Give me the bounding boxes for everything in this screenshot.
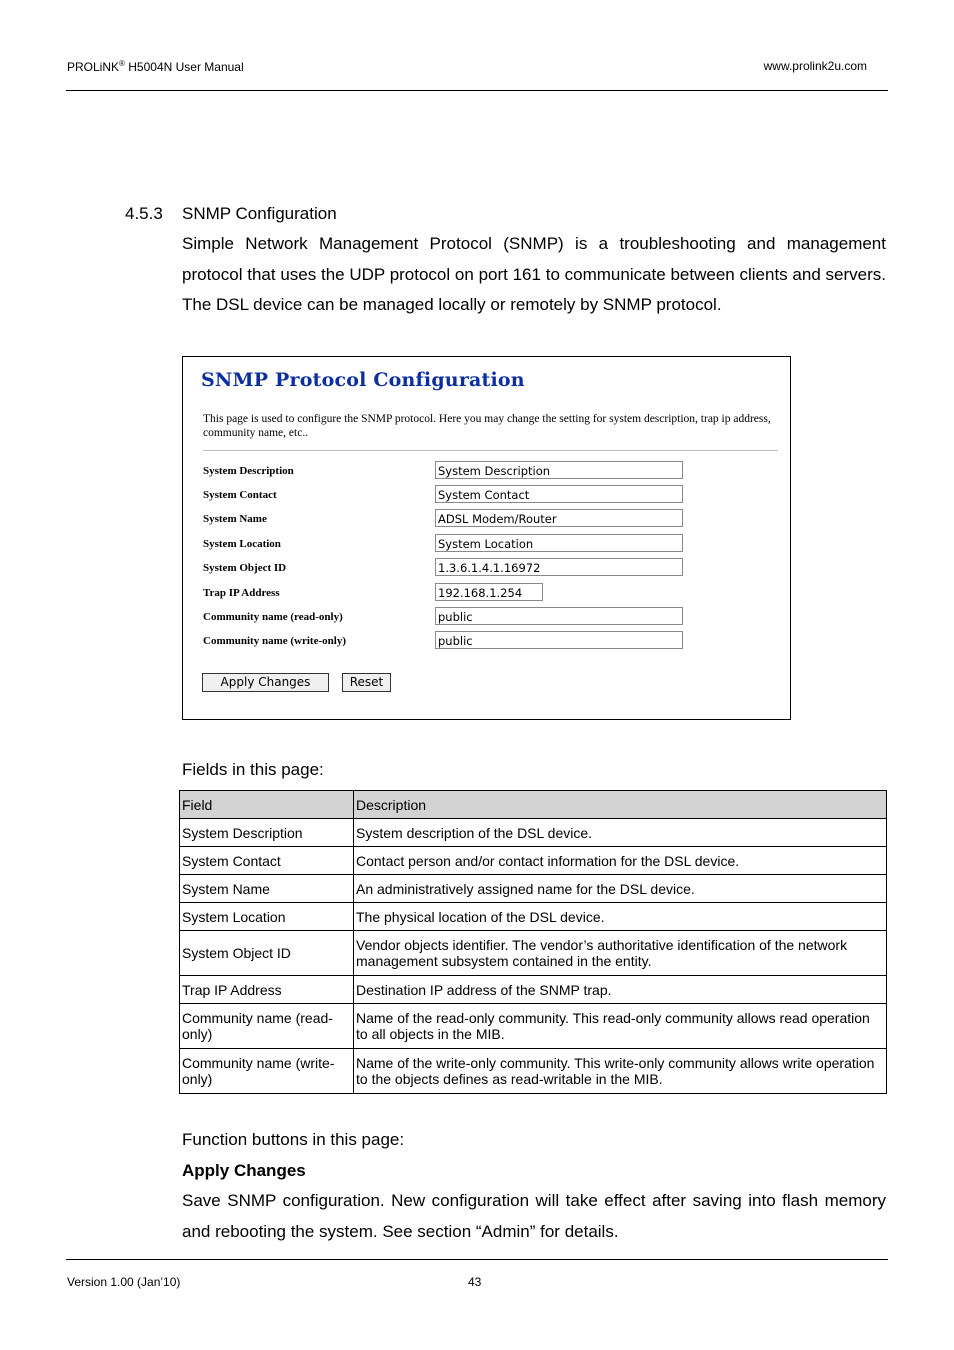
table-cell-description: Name of the read-only community. This read-only community allows read operation to all objects in the MIB.	[354, 1004, 887, 1049]
table-cell-description: Vendor objects identifier. The vendor’s authoritative identification of the network management subsystem contained in the entity.	[354, 931, 887, 976]
table-row	[180, 903, 887, 931]
trap-ip-input[interactable]: 192.168.1.254	[435, 583, 543, 601]
table-cell-description: An administratively assigned name for the DSL device.	[354, 875, 887, 903]
section-title: SNMP Configuration	[182, 204, 337, 223]
table-header-row	[180, 791, 887, 819]
snmp-page-title: SNMP Protocol Configuration	[201, 369, 525, 391]
apply-changes-description: Save SNMP configuration. New configuration will take effect after saving into flash memory and rebooting the system. See section “Admin” for details.	[182, 1191, 886, 1241]
table-cell-description: The physical location of the DSL device.	[354, 903, 887, 931]
table-row	[180, 1004, 887, 1049]
footer-rule	[66, 1259, 888, 1260]
table-row	[180, 847, 887, 875]
snmp-config-screenshot	[182, 356, 791, 720]
field-label: Community name (read-only)	[203, 611, 343, 623]
table-row	[180, 875, 887, 903]
reset-button[interactable]: Reset	[342, 673, 391, 692]
field-label: System Description	[203, 465, 294, 477]
table-cell-description: Contact person and/or contact information for the DSL device.	[354, 847, 887, 875]
section-number: 4.5.3	[125, 204, 163, 223]
community-read-input[interactable]: public	[435, 607, 683, 625]
table-cell-field: System Contact	[180, 847, 354, 875]
header-website: www.prolink2u.com	[763, 59, 867, 73]
table-cell-field: Community name (write-only)	[180, 1049, 354, 1094]
page-number: 43	[468, 1275, 482, 1289]
table-row	[180, 819, 887, 847]
apply-changes-button[interactable]: Apply Changes	[202, 673, 329, 692]
table-cell-description: System description of the DSL device.	[354, 819, 887, 847]
field-label: System Name	[203, 513, 267, 525]
table-cell-field: System Name	[180, 875, 354, 903]
section-intro: Simple Network Management Protocol (SNMP) is a troubleshooting and management protocol that uses the UDP protocol on port 161 to communicate between clients and servers. The DSL device can be managed locally or remotely by SNMP protocol.	[182, 234, 886, 314]
column-header-description: Description	[354, 791, 887, 819]
table-cell-field: System Description	[180, 819, 354, 847]
table-cell-field: System Object ID	[180, 931, 354, 976]
header-rule	[66, 90, 888, 91]
table-row	[180, 1049, 887, 1094]
field-label: System Contact	[203, 489, 277, 501]
system-location-input[interactable]: System Location	[435, 534, 683, 552]
table-row	[180, 976, 887, 1004]
system-description-input[interactable]: System Description	[435, 461, 683, 479]
field-label: Trap IP Address	[203, 587, 280, 599]
system-name-input[interactable]: ADSL Modem/Router	[435, 509, 683, 527]
snmp-separator	[203, 450, 778, 451]
snmp-page-intro: This page is used to configure the SNMP protocol. Here you may change the setting for system description, trap ip address, community name, etc..	[203, 413, 771, 439]
system-object-id-input[interactable]: 1.3.6.1.4.1.16972	[435, 558, 683, 576]
table-cell-field: System Location	[180, 903, 354, 931]
column-header-field: Field	[180, 791, 354, 819]
field-label: Community name (write-only)	[203, 635, 346, 647]
header-title: PROLiNK® H5004N User Manual	[67, 59, 244, 74]
table-cell-description: Name of the write-only community. This write-only community allows write operation to the objects defines as read-writable in the MIB.	[354, 1049, 887, 1094]
community-write-input[interactable]: public	[435, 631, 683, 649]
field-label: System Location	[203, 538, 281, 550]
table-cell-field: Community name (read-only)	[180, 1004, 354, 1049]
apply-changes-heading: Apply Changes	[182, 1161, 306, 1180]
system-contact-input[interactable]: System Contact	[435, 485, 683, 503]
fields-heading: Fields in this page:	[182, 760, 324, 779]
table-cell-field: Trap IP Address	[180, 976, 354, 1004]
footer-version: Version 1.00 (Jan’10)	[67, 1275, 181, 1289]
buttons-heading: Function buttons in this page:	[182, 1130, 405, 1149]
field-label: System Object ID	[203, 562, 287, 574]
table-cell-description: Destination IP address of the SNMP trap.	[354, 976, 887, 1004]
table-row	[180, 931, 887, 976]
fields-table	[179, 790, 887, 1094]
